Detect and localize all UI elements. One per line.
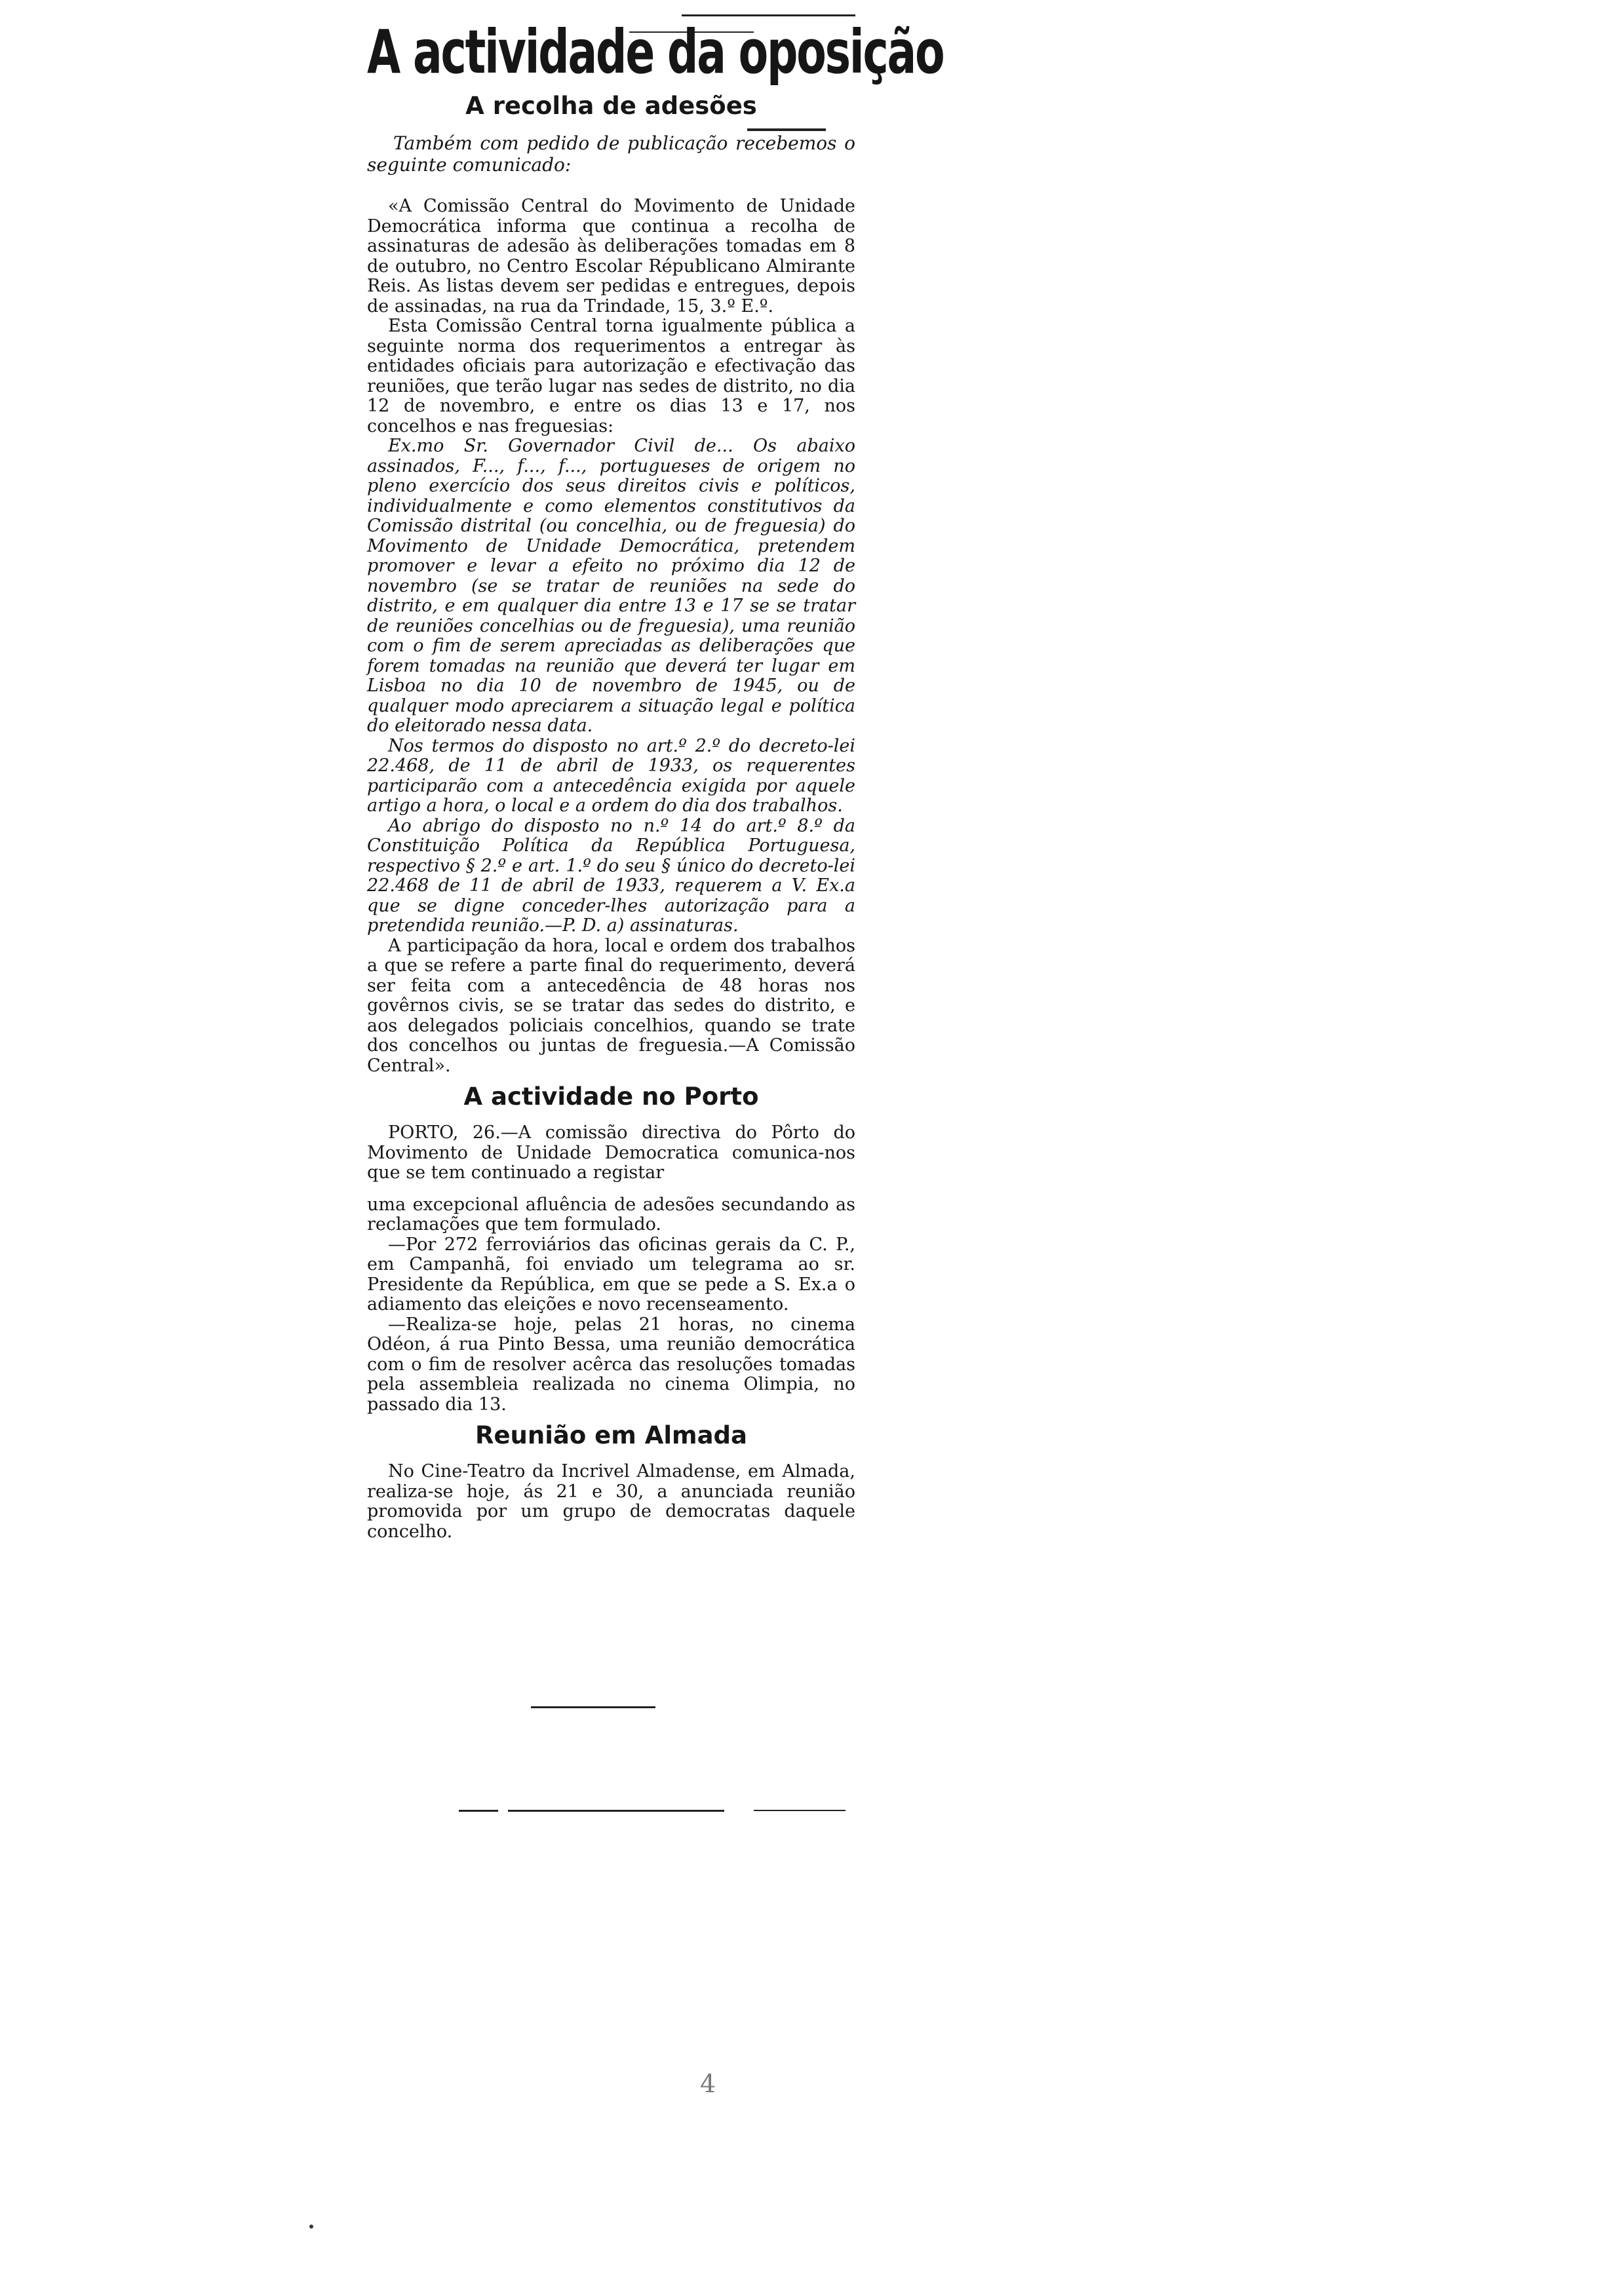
top-rule	[682, 14, 855, 16]
porto-paragraph: —Por 272 ferroviários das oficinas gerais da C. P., em Campanhã, foi enviado um telegrama ao sr. Presidente da República, em que se pede a S. Ex.a o adiamento das eleições e novo recenseamento.	[367, 1234, 855, 1314]
almada-paragraph: No Cine-Teatro da Incrivel Almadense, em Almada, realiza-se hoje, ás 21 e 30, a anunciada reunião promovida por um grupo de democratas daquele concelho.	[367, 1461, 855, 1542]
communique-paragraph: Esta Comissão Central torna igualmente pública a seguinte norma dos requerimentos a entregar às entidades oficiais para autorização e efectivação das reuniões, que terão lugar nas sedes de distrito, no dia 12 de novembro, e entre os dias 13 e 17, nos concelhos e nas freguesias:	[367, 316, 855, 436]
request-template-paragraph: Ex.mo Sr. Governador Civil de... Os abaixo assinados, F..., f..., f..., portugueses de origem no pleno exercício dos seus direitos civis e políticos, individualmente e como elementos constitutivos da Comissão distrital (ou concelhia, ou de freguesia) do Movimento de Unidade Democrática, pretendem promover e levar a efeito no próximo dia 12 de novembro (se se tratar de reuniões na sede do distrito, e em qualquer dia entre 13 e 17 se se tratar de reuniões concelhias ou de freguesia), uma reunião com o fim de serem apreciadas as deliberações que forem tomadas na reunião que deverá ter lugar em Lisboa no dia 10 de novembro de 1945, ou de qualquer modo apreciarem a situação legal e política do eleitorado nessa data.	[367, 436, 855, 736]
porto-paragraph: uma excepcional afluência de adesões secundando as reclamações que tem formulado.	[367, 1194, 855, 1234]
communique-closing: A participação da hora, local e ordem dos trabalhos a que se refere a parte final do requerimento, deverá ser feita com a antecedência de 48 horas nos govêrnos civis, se se tratar das sedes do distrito, e aos delegados policiais concelhios, quando se trate dos concelhos ou juntas de freguesia.—A Comissão Central».	[367, 935, 855, 1076]
bottom-rule-mid	[508, 1810, 724, 1812]
column-gap	[367, 1183, 855, 1195]
communique-paragraph: «A Comissão Central do Movimento de Unidade Democrática informa que continua a recolha de assinaturas de adesão às deliberações tomadas em 8 de outubro, no Centro Escolar Républicano Almirante Reis. As listas devem ser pedidas e entregues, depois de assinadas, na rua da Trindade, 15, 3.º E.º.	[367, 196, 855, 316]
request-template-paragraph: Nos termos do disposto no art.º 2.º do decreto-lei 22.468, de 11 de abril de 1933, os requerentes participarão com a antecedência exigida por aquele artigo a hora, o local e a ordem do dia dos trabalhos.	[367, 735, 855, 816]
porto-paragraph: —Realiza-se hoje, pelas 21 horas, no cinema Odéon, á rua Pinto Bessa, uma reunião democrática com o fim de resolver acêrca das resoluções tomadas pela assembleia realizada no cinema Olimpia, no passado dia 13.	[367, 1314, 855, 1415]
bottom-rule-right	[754, 1810, 846, 1811]
speck	[309, 2225, 313, 2229]
section-title-almada: Reunião em Almada	[475, 1421, 748, 1449]
section-title-recolha: A recolha de adesões	[465, 92, 757, 120]
newspaper-clipping	[367, 17, 944, 1542]
end-rule	[531, 1706, 655, 1708]
porto-paragraph: PORTO, 26.—A comissão directiva do Pôrto do Movimento de Unidade Democratica comunica-nos que se tem continuado a registar	[367, 1122, 855, 1183]
bottom-rule-left	[459, 1810, 498, 1812]
request-template-paragraph: Ao abrigo do disposto no n.º 14 do art.º 8.º da Constituição Política da República Portuguesa, respectivo § 2.º e art. 1.º do seu § único do decreto-lei 22.468 de 11 de abril de 1933, requerem a V. Ex.a que se digne conceder-lhes autorização para a pretendida reunião.—P. D. a) assinaturas.	[367, 815, 855, 936]
headline: A actividade da oposição	[367, 17, 944, 87]
intro-paragraph: Também com pedido de publicação recebemos o seguinte comunicado:	[367, 132, 855, 176]
page-number: 4	[700, 2069, 716, 2098]
section-title-porto: A actividade no Porto	[463, 1082, 759, 1111]
